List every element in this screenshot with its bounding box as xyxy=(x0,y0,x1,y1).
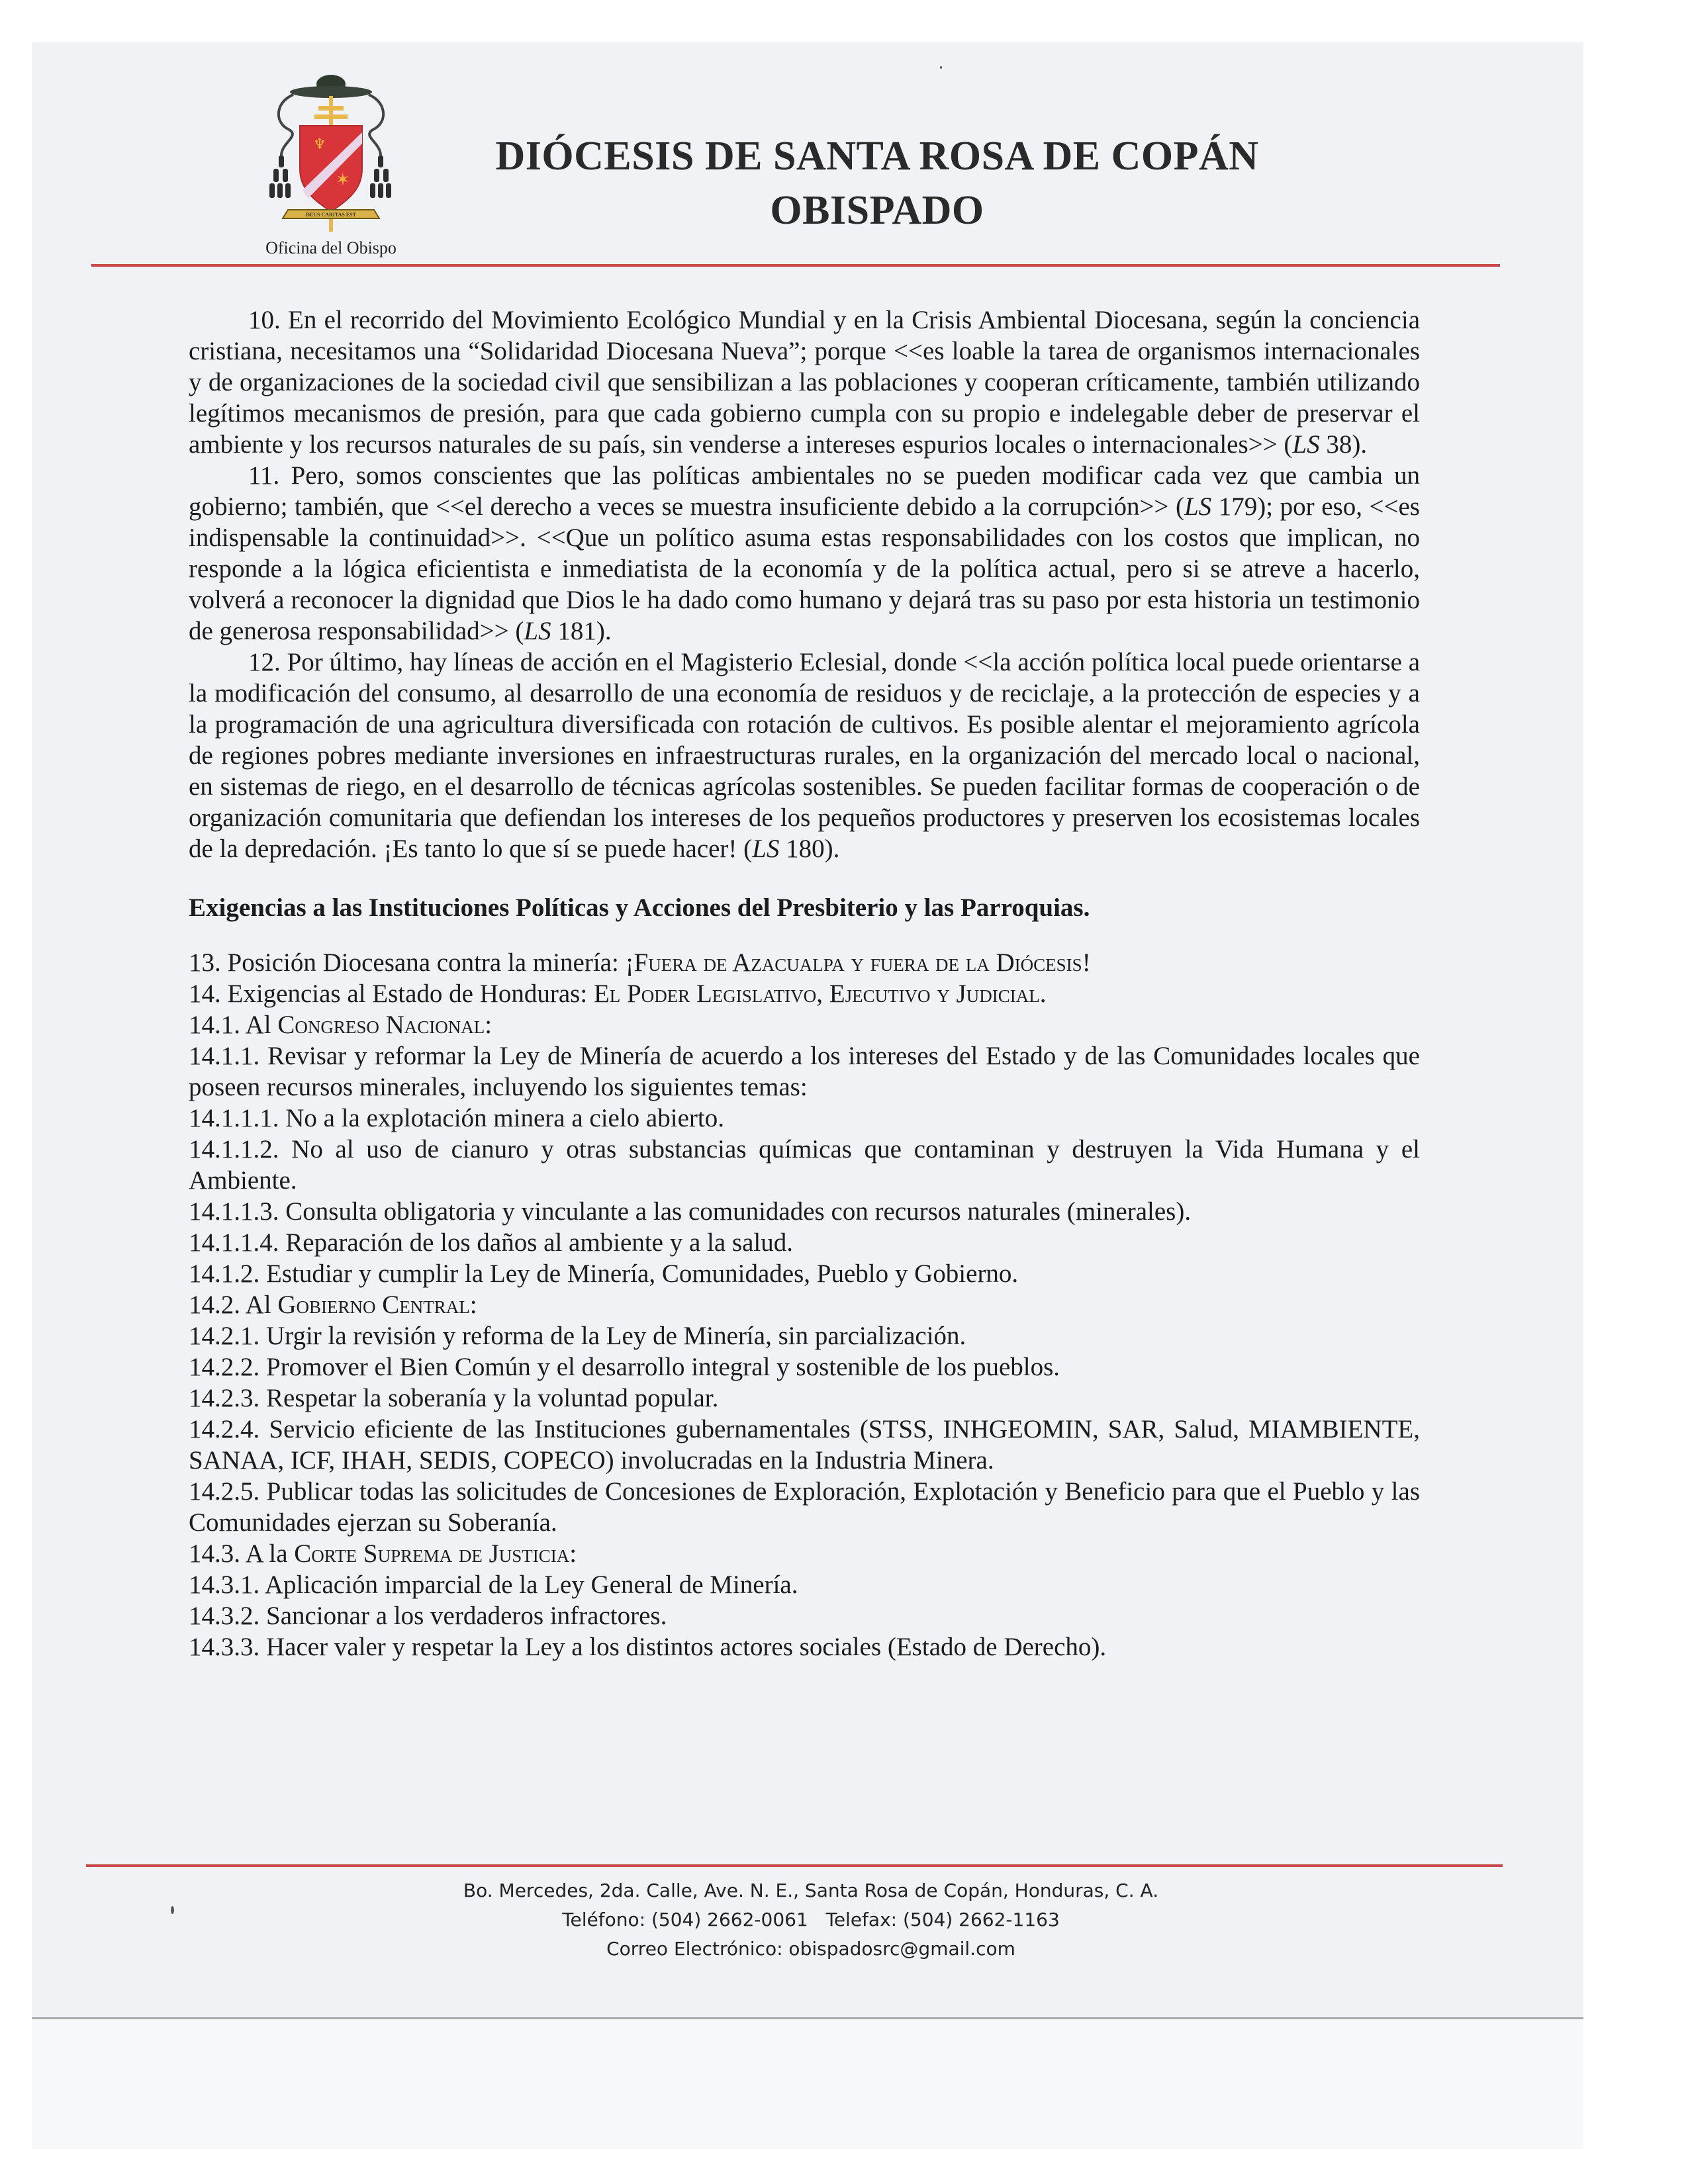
demands-list xyxy=(189,947,1420,1662)
list-item-text: 14.2. Al xyxy=(189,1291,278,1319)
laudato-si-citation: LS xyxy=(752,835,780,863)
list-item xyxy=(189,1227,1420,1258)
paragraph-text: Pero, somos conscientes que las políticas ambientales no se pueden modificar cada vez que cambia un gobierno; también, que <<el derecho a veces se muestra insuficiente debido a la corrupción>> ( xyxy=(189,461,1421,521)
paragraph-number: 11. xyxy=(248,461,280,490)
paragraph-number: 12. xyxy=(248,648,281,676)
list-item xyxy=(189,1040,1420,1103)
list-item xyxy=(189,1320,1420,1351)
paragraph-12 xyxy=(189,647,1420,864)
paragraph-text-end: 181). xyxy=(551,617,612,645)
cord-right xyxy=(369,95,383,156)
scan-speck xyxy=(940,66,942,69)
list-item-text: 14.3.2. Sancionar a los verdaderos infractores. xyxy=(189,1602,667,1630)
letterhead-footer xyxy=(265,1876,1357,1964)
list-item-text: 14.3.1. Aplicación imparcial de la Ley General de Minería. xyxy=(189,1570,798,1599)
eagle-icon: ♆ xyxy=(313,136,326,152)
footer-email: Correo Electrónico: obispadosrc@gmail.com xyxy=(606,1938,1015,1960)
header-divider xyxy=(91,264,1500,267)
list-item-text: 14.3.3. Hacer valer y respetar la Ley a los distintos actores sociales (Estado de Derecho). xyxy=(189,1633,1107,1661)
list-item-smallcaps: Corte Suprema de Justicia: xyxy=(294,1539,577,1568)
paragraph-text-middle: 179); por eso, <<es indispensable la continuidad>>. <<Que un político asuma estas responsabilidades con los costos que implican, no responde a la lógica eficientista e inmediatista de la economía y de la política actual, pero si se atreve a hacerlo, volverá a reconocer la dignidad que Dios le ha dado como humano y dejará tras su paso por esta historia un testimonio de generosa responsabilidad>> ( xyxy=(189,492,1420,645)
list-item-text: 14.1.1. Revisar y reformar la Ley de Minería de acuerdo a los intereses del Estado y de las Comunidades locales que poseen recursos minerales, incluyendo los siguientes temas: xyxy=(189,1042,1420,1101)
cross-bar-top xyxy=(318,106,344,111)
list-item-text: 13. Posición Diocesana contra la minería: xyxy=(189,948,626,977)
title-diocese: DIÓCESIS DE SANTA ROSA DE COPÁN xyxy=(495,134,1259,179)
list-item xyxy=(189,1538,1420,1569)
list-item-smallcaps: El Poder Legislativo, Ejecutivo y Judicial. xyxy=(593,979,1047,1008)
list-item-smallcaps: Gobierno Central: xyxy=(277,1291,477,1319)
list-item xyxy=(189,1414,1420,1476)
list-item-text: 14.1. Al xyxy=(189,1011,278,1039)
list-item-text: 14.2.1. Urgir la revisión y reforma de la Ley de Minería, sin parcialización. xyxy=(189,1322,966,1350)
list-item-text: 14. Exigencias al Estado de Honduras: xyxy=(189,979,594,1008)
tassels-right xyxy=(370,156,391,198)
laudato-si-citation: LS xyxy=(1184,492,1212,521)
list-item xyxy=(189,1569,1420,1600)
laudato-si-citation-2: LS xyxy=(524,617,551,645)
paragraph-text-end: 38). xyxy=(1319,430,1368,459)
paragraph-10 xyxy=(189,304,1420,460)
list-item-smallcaps: ¡Fuera de Azacualpa y fuera de la Diócesis! xyxy=(625,948,1091,977)
paragraph-text: En el recorrido del Movimiento Ecológico Mundial y en la Crisis Ambiental Diocesana, según la conciencia cristiana, necesitamos una “Solidaridad Diocesana Nueva”; porque <<es loable la tarea de organismos internacionales y de organizaciones de la sociedad civil que sensibilizan a las poblaciones y cooperan críticamente, también utilizando legítimos mecanismos de presión, para que cada gobierno cumpla con su propio e indelegable deber de preservar el ambiente y los recursos naturales de su país, sin venderse a intereses espurios locales o internacionales>> ( xyxy=(189,306,1421,459)
list-item-smallcaps: Congreso Nacional: xyxy=(277,1011,492,1039)
list-item-text: 14.1.1.3. Consulta obligatoria y vinculante a las comunidades con recursos naturales (minerales). xyxy=(189,1197,1192,1226)
tassels-left xyxy=(269,156,291,198)
cord-left xyxy=(279,95,293,156)
paragraph-text-end: 180). xyxy=(779,835,840,863)
footer-address: Bo. Mercedes, 2da. Calle, Ave. N. E., Santa Rosa de Copán, Honduras, C. A. xyxy=(463,1880,1159,1901)
list-item-text: 14.2.2. Promover el Bien Común y el desarrollo integral y sostenible de los pueblos. xyxy=(189,1353,1060,1381)
star-icon: ✶ xyxy=(336,170,350,189)
list-item xyxy=(189,1383,1420,1414)
list-item xyxy=(189,1631,1420,1662)
paragraph-number: 10. xyxy=(248,306,281,334)
list-item xyxy=(189,978,1420,1009)
document-body xyxy=(189,304,1420,1662)
scan-speck xyxy=(171,1906,174,1914)
crest-motto: DEUS CARITAS EST xyxy=(306,212,356,218)
list-item xyxy=(189,1351,1420,1383)
list-item-text: 14.1.1.2. No al uso de cianuro y otras substancias químicas que contaminan y destruyen la Vida Humana y el Ambiente. xyxy=(189,1135,1420,1195)
crest-caption: Oficina del Obispo xyxy=(265,238,397,257)
paragraph-11 xyxy=(189,460,1420,647)
list-item xyxy=(189,1134,1420,1196)
list-item-text: 14.2.3. Respetar la soberanía y la voluntad popular. xyxy=(189,1384,719,1412)
list-item-text: 14.1.1.1. No a la explotación minera a cielo abierto. xyxy=(189,1104,724,1132)
list-item-text: 14.2.4. Servicio eficiente de las Instituciones gubernamentales (STSS, INHGEOMIN, SAR, Salud, MIAMBIENTE, SANAA, ICF, IHAH, SEDIS, COPECO) involucradas en la Industria Minera. xyxy=(189,1415,1420,1475)
footer-divider xyxy=(86,1864,1503,1867)
section-heading: Exigencias a las Instituciones Políticas y Acciones del Presbiterio y las Parroquias. xyxy=(189,893,1090,922)
list-item-text: 14.3. A la xyxy=(189,1539,295,1568)
list-item xyxy=(189,1196,1420,1227)
list-item xyxy=(189,1103,1420,1134)
letterhead-title xyxy=(397,129,1357,238)
list-item-text: 14.1.1.4. Reparación de los daños al ambiente y a la salud. xyxy=(189,1228,793,1257)
cross-bar-bottom xyxy=(314,114,348,119)
scan-bottom-margin xyxy=(32,2017,1583,2149)
list-item xyxy=(189,1009,1420,1040)
list-item xyxy=(189,1476,1420,1538)
paragraph-text: Por último, hay líneas de acción en el Magisterio Eclesial, donde <<la acción política local puede orientarse a la modificación del consumo, al desarrollo de una economía de residuos y de reciclaje, a la protección de especies y a la programación de una agricultura diversificada con rotación de cultivos. Es posible alentar el mejoramiento agrícola de regiones pobres mediante inversiones en infraestructuras rurales, en la organización del mercado local o nacional, en sistemas de riego, en el desarrollo de técnicas agrícolas sostenibles. Se pueden facilitar formas de cooperación o de organización comunitaria que defiendan los intereses de los pequeños productores y preserven los ecosistemas locales de la depredación. ¡Es tanto lo que sí se puede hacer! ( xyxy=(189,648,1421,863)
title-obispado: OBISPADO xyxy=(770,188,984,233)
diocese-crest-icon xyxy=(261,69,400,235)
list-item-text: 14.1.2. Estudiar y cumplir la Ley de Minería, Comunidades, Pueblo y Gobierno. xyxy=(189,1259,1019,1288)
footer-phone: Teléfono: (504) 2662-0061 Telefax: (504) 2662-1163 xyxy=(562,1909,1060,1931)
list-item xyxy=(189,1289,1420,1320)
list-item-text: 14.2.5. Publicar todas las solicitudes de Concesiones de Exploración, Explotación y Beneficio para que el Pueblo y las Comunidades ejerzan su Soberanía. xyxy=(189,1477,1420,1537)
laudato-si-citation: LS xyxy=(1292,430,1320,459)
list-item xyxy=(189,947,1420,978)
list-item xyxy=(189,1258,1420,1289)
list-item xyxy=(189,1600,1420,1631)
